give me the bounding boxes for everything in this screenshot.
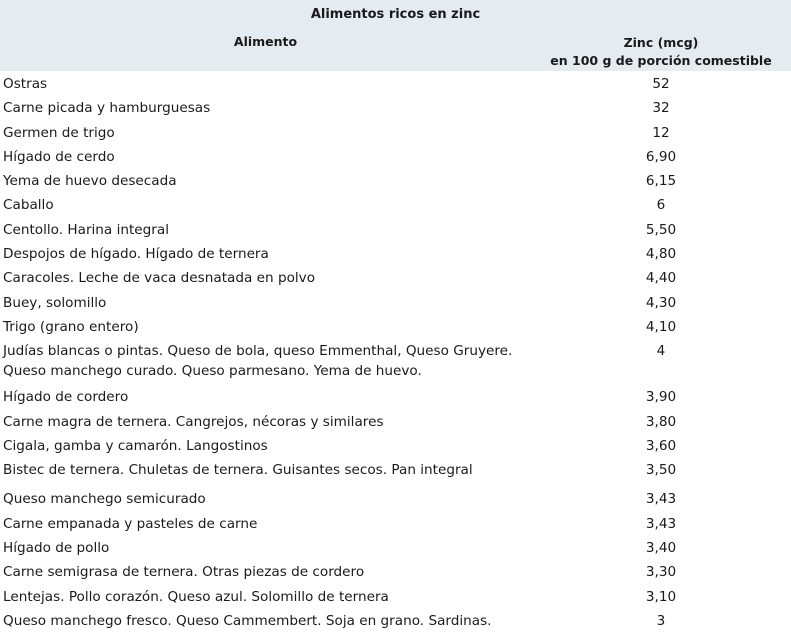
table-body: [0, 72, 791, 633]
food-cell: [0, 169, 531, 191]
food-cell: [0, 72, 531, 94]
zinc-value-cell: 3: [656, 612, 666, 629]
table-row: [0, 242, 791, 266]
food-name-line: Despojos de hígado. Hígado de ternera: [3, 246, 269, 263]
table-row: [0, 121, 791, 145]
food-name-line: Queso manchego semicurado: [3, 491, 206, 508]
table-row: [0, 560, 791, 584]
food-cell: [0, 487, 531, 509]
zinc-value-cell: 32: [652, 100, 670, 117]
food-name-line: Centollo. Harina integral: [3, 221, 169, 238]
food-cell: [0, 96, 531, 118]
table-row: [0, 315, 791, 339]
food-name-line: Queso manchego fresco. Queso Cammembert. Soja en grano. Sardinas.: [3, 612, 492, 629]
food-name-line: Trigo (grano entero): [3, 318, 139, 335]
table-row: [0, 96, 791, 120]
table-row: [0, 339, 791, 385]
food-cell: [0, 121, 531, 143]
food-cell: [0, 560, 531, 582]
zinc-value-cell: 6,90: [645, 148, 677, 165]
zinc-value-cell: 3,10: [645, 588, 677, 605]
table-row: [0, 145, 791, 169]
food-name-line: Carne picada y hamburguesas: [3, 100, 211, 117]
header-zinc-portion: en 100 g de porción comestible: [550, 53, 772, 68]
food-name-line: Ostras: [3, 76, 48, 92]
table-row: [0, 487, 791, 511]
header-food: Alimento: [233, 34, 298, 49]
zinc-value-cell: 5,50: [645, 221, 677, 238]
food-name-line: Carne magra de ternera. Cangrejos, nécoras y similares: [3, 413, 384, 430]
table-title: Alimentos ricos en zinc: [0, 0, 791, 28]
table-row: [0, 434, 791, 458]
food-name-line: Hígado de pollo: [3, 540, 110, 557]
zinc-value-cell: 4,10: [645, 318, 677, 335]
food-name-line: Carne semigrasa de ternera. Otras piezas de cordero: [3, 564, 365, 581]
food-name-line: Lentejas. Pollo corazón. Queso azul. Solomillo de ternera: [3, 588, 389, 605]
table-header-row: [0, 28, 791, 72]
food-cell: [0, 193, 531, 215]
zinc-value-cell: 3,90: [645, 389, 677, 406]
zinc-value-cell: 3,50: [645, 462, 677, 479]
zinc-value-cell: 4: [656, 343, 666, 360]
food-cell: [0, 291, 531, 313]
food-name-line: Judías blancas o pintas. Queso de bola, queso Emmenthal, Queso Gruyere.: [3, 343, 513, 360]
food-cell: [0, 339, 531, 381]
table-row: [0, 458, 791, 482]
food-cell: [0, 385, 531, 407]
food-cell: [0, 315, 531, 337]
food-cell: [0, 512, 531, 534]
header-zinc: [531, 28, 791, 71]
food-name-line: Carne empanada y pasteles de carne: [3, 515, 258, 532]
table-row: [0, 72, 791, 96]
food-name-line: Cigala, gamba y camarón. Langostinos: [3, 437, 268, 454]
food-name-line: Caballo: [3, 197, 54, 214]
food-cell: [0, 410, 531, 432]
food-cell: [0, 458, 531, 480]
food-name-line: Queso manchego curado. Queso parmesano. Yema de huevo.: [3, 363, 422, 380]
zinc-value-cell: 4,30: [645, 294, 677, 311]
food-cell: [0, 434, 531, 456]
food-name-line: Bistec de ternera. Chuletas de ternera. Guisantes secos. Pan integral: [3, 462, 473, 479]
table-row: [0, 385, 791, 409]
table-row: [0, 410, 791, 434]
zinc-value-cell: 4,80: [645, 246, 677, 263]
table-row: [0, 585, 791, 609]
table-row: [0, 291, 791, 315]
zinc-value-cell: 6: [656, 197, 666, 214]
food-cell: [0, 266, 531, 288]
food-cell: [0, 585, 531, 607]
zinc-value-cell: 4,40: [645, 270, 677, 287]
food-name-line: Hígado de cerdo: [3, 148, 115, 165]
zinc-value-cell: 3,30: [645, 564, 677, 581]
table-row: [0, 193, 791, 217]
header-zinc-unit: Zinc (mcg): [623, 35, 699, 50]
food-name-line: Germen de trigo: [3, 124, 115, 141]
food-cell: [0, 145, 531, 167]
food-name-line: Yema de huevo desecada: [3, 173, 177, 190]
food-name-line: Hígado de cordero: [3, 389, 129, 406]
table-row: [0, 536, 791, 560]
food-cell: [0, 609, 531, 631]
zinc-value-cell: 3,43: [645, 491, 677, 508]
table-row: [0, 512, 791, 536]
food-name-line: Buey, solomillo: [3, 294, 107, 311]
zinc-value-cell: 6,15: [645, 173, 677, 190]
food-cell: [0, 218, 531, 240]
table-row: [0, 609, 791, 633]
zinc-value-cell: 3,60: [645, 437, 677, 454]
zinc-value-cell: 3,43: [645, 515, 677, 532]
zinc-value-cell: 3,40: [645, 540, 677, 557]
food-cell: [0, 536, 531, 558]
zinc-value-cell: 12: [652, 124, 670, 141]
table-row: [0, 169, 791, 193]
table-row: [0, 266, 791, 290]
food-name-line: Caracoles. Leche de vaca desnatada en polvo: [3, 270, 316, 287]
zinc-value-cell: 52: [652, 76, 670, 92]
zinc-value-cell: 3,80: [645, 413, 677, 430]
table-row: [0, 218, 791, 242]
food-cell: [0, 242, 531, 264]
